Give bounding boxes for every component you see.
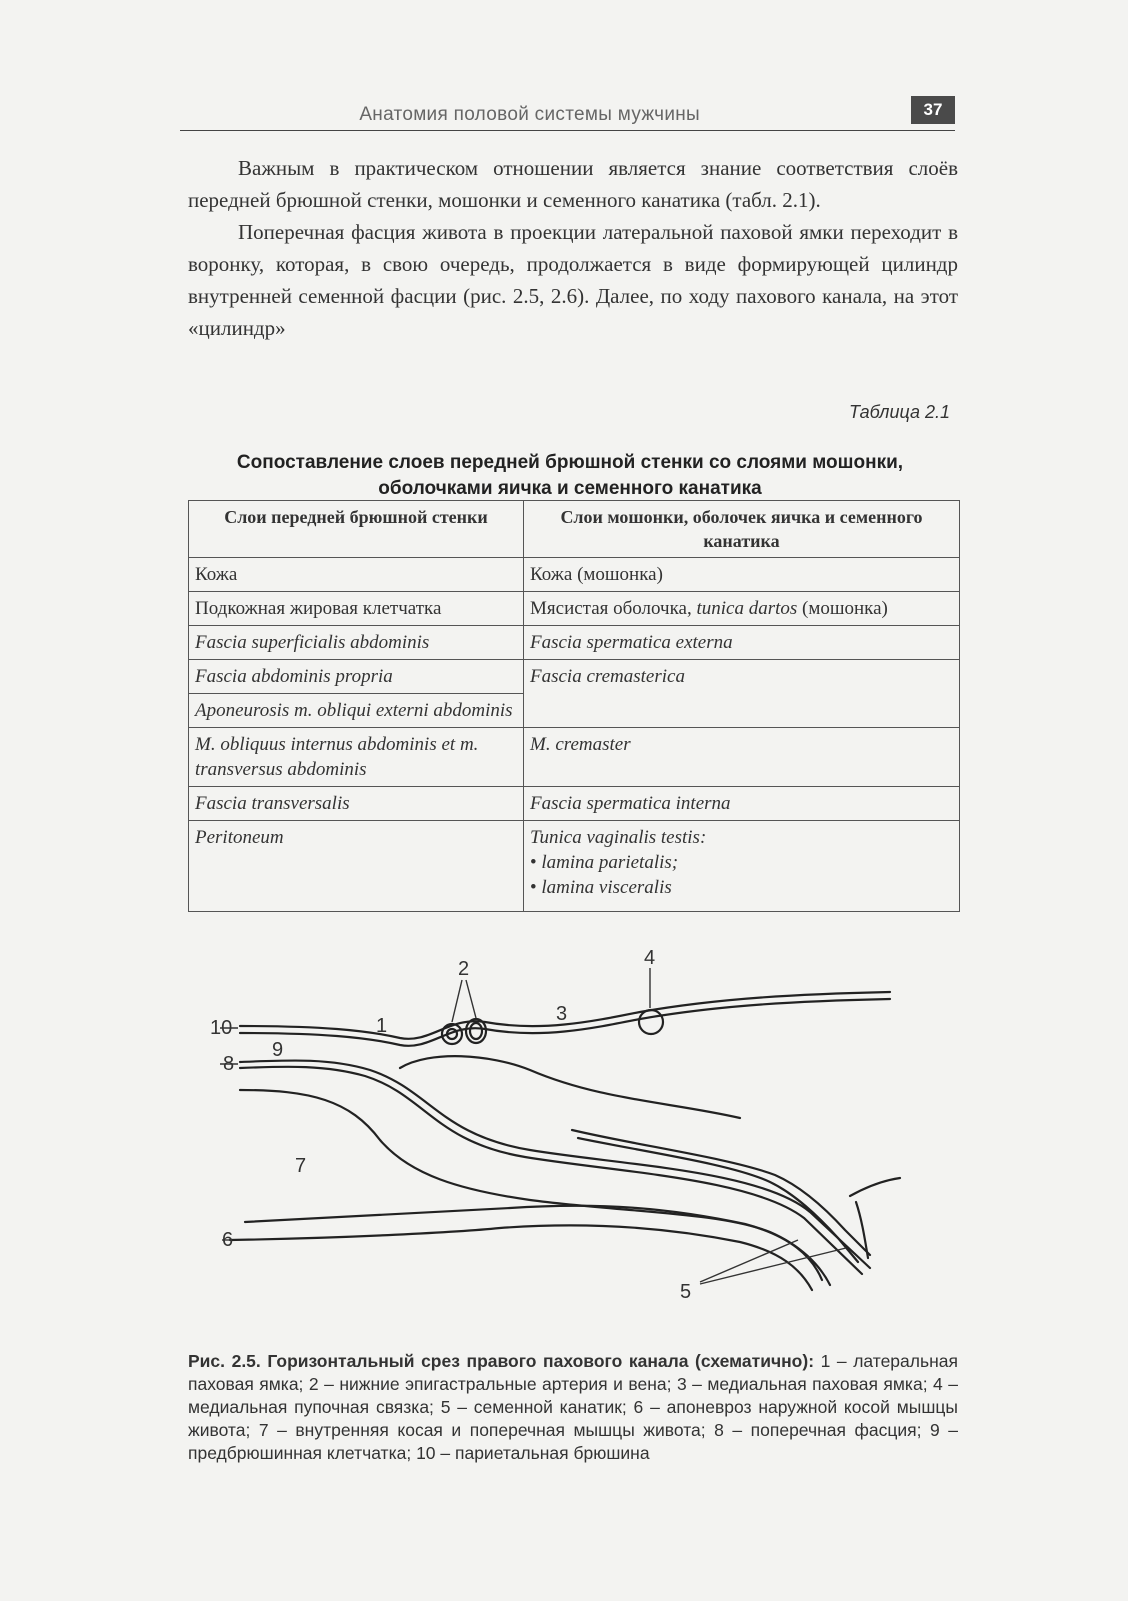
table-cell-left: M. obliquus internus abdominis et m. transversus abdominis xyxy=(189,728,524,787)
label-2: 2 xyxy=(458,958,470,980)
table-cell-right xyxy=(524,592,960,626)
table-cell-right: Кожа (мошонка) xyxy=(524,558,960,592)
table-cell-left: Peritoneum xyxy=(189,821,524,912)
table-row xyxy=(189,821,960,912)
table-cell-left: Fascia transversalis xyxy=(189,787,524,821)
table-cell-right: Fascia spermatica interna xyxy=(524,787,960,821)
table-header-row xyxy=(189,501,960,558)
inguinal-canal-diagram xyxy=(200,950,940,1330)
cell-text: Tunica vaginalis testis: xyxy=(530,827,707,848)
table-row xyxy=(189,592,960,626)
label-10: 10 xyxy=(210,1017,233,1039)
label-1: 1 xyxy=(376,1015,388,1037)
table-row xyxy=(189,626,960,660)
layers-table xyxy=(188,500,960,912)
table-row xyxy=(189,660,960,694)
table-cell-left: Кожа xyxy=(189,558,524,592)
label-4: 4 xyxy=(644,950,656,969)
table-cell-left: Aponeurosis m. obliqui externi abdominis xyxy=(189,694,524,728)
figure-caption-text: 1 – латеральная паховая ямка; 2 – нижние эпигастральные артерия и вена; 3 – медиальная паховая ямка; 4 – медиальная пупочная связка; 5 – семенной канатик; 6 – апоневроз наружной косой мышцы живота; 7 – внутренняя косая и поперечная мышцы живота; 8 – поперечная фасция; 9 – предбрюшинная клетчатка; 10 – париетальная брюшина xyxy=(188,1351,958,1463)
list-item: • lamina visceralis xyxy=(530,875,953,900)
paragraph-1: Важным в практическом отношении является знание соответствия слоёв передней брюшной стенки, мошонки и семенного канатика (табл. 2.1). xyxy=(188,156,958,212)
cell-text: (мошонка) xyxy=(797,598,888,619)
figure-caption-lead: Рис. 2.5. Горизонтальный срез правого пахового канала (схематично): xyxy=(188,1351,815,1371)
table-header-left: Слои передней брюшной стенки xyxy=(189,501,524,558)
table-cell-left: Подкожная жировая клетчатка xyxy=(189,592,524,626)
label-5: 5 xyxy=(680,1281,692,1303)
running-header xyxy=(180,100,955,131)
table-cell-left: Fascia superficialis abdominis xyxy=(189,626,524,660)
cell-list xyxy=(530,850,953,900)
body-text xyxy=(188,152,958,344)
page-number: 37 xyxy=(911,96,955,124)
label-3: 3 xyxy=(556,1003,568,1025)
table-row xyxy=(189,728,960,787)
label-9: 9 xyxy=(272,1039,284,1061)
table-cell-right: Fascia spermatica externa xyxy=(524,626,960,660)
figure-caption xyxy=(188,1350,958,1465)
table-cell-right: M. cremaster xyxy=(524,728,960,787)
header-title: Анатомия половой системы мужчины xyxy=(359,104,700,125)
label-7: 7 xyxy=(295,1155,307,1177)
cell-latin-term: tunica dartos xyxy=(696,598,798,619)
table-row xyxy=(189,787,960,821)
label-6: 6 xyxy=(222,1229,234,1251)
table-cell-right: Fascia cremasterica xyxy=(524,660,960,728)
paragraph-2: Поперечная фасция живота в проекции латеральной паховой ямки переходит в воронку, которая, в свою очередь, продолжается в виде формирующей цилиндр внутренней семенной фасции (рис. 2.5, 2.6). Далее, по ходу пахового канала, на этот «цилиндр» xyxy=(188,220,958,340)
table-header-right: Слои мошонки, оболочек яичка и семенного канатика xyxy=(524,501,960,558)
leader-lines xyxy=(220,968,846,1284)
list-item: • lamina parietalis; xyxy=(530,850,953,875)
table-cell-left: Fascia abdominis propria xyxy=(189,660,524,694)
table-cell-right xyxy=(524,821,960,912)
table-title: Сопоставление слоев передней брюшной стенки со слоями мошонки, оболочками яичка и семенного канатика xyxy=(236,452,904,499)
diagram-lines xyxy=(230,992,900,1290)
table-row xyxy=(189,558,960,592)
cell-text: Мясистая оболочка, xyxy=(530,598,697,619)
table-caption: Таблица 2.1 xyxy=(848,402,950,422)
label-8: 8 xyxy=(223,1053,235,1075)
